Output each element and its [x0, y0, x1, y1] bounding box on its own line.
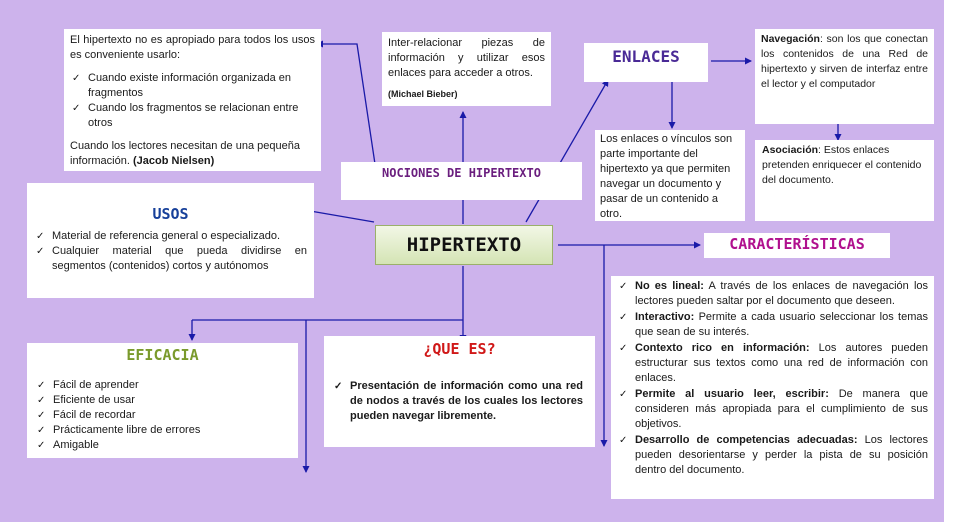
- caracteristica-item: [617, 310, 928, 340]
- asociacion-label: Asociación: [762, 144, 819, 156]
- caracteristica-label: Permite al usuario leer, escribir:: [635, 388, 829, 400]
- nielsen-outro: Cuando los lectores necesitan de una pequeña información.: [70, 140, 300, 167]
- eficacia-item: ✓ Fácil de aprender: [35, 378, 290, 393]
- caracteristica-item: [617, 387, 928, 432]
- caracteristica-text: Permite a cada usuario seleccionar los temas que sean de su interés.: [635, 311, 928, 338]
- caracteristica-text: Los lectores pueden desorientarse y perder la pista de su posición dentro del documento.: [635, 434, 928, 476]
- nielsen-list: [70, 71, 315, 131]
- center-title: HIPERTEXTO: [406, 234, 522, 256]
- caracteristica-item: [617, 433, 928, 478]
- nielsen-item: ✓ Cuando los fragmentos se relacionan entre otros: [70, 101, 315, 131]
- nielsen-author: (Jacob Nielsen): [132, 155, 215, 167]
- enlaces-description: Los enlaces o vínculos son parte importante del hipertexto ya que permiten navegar un documento y pasar de un contenido a otro.: [600, 133, 733, 220]
- caracteristica-label: No es lineal:: [635, 280, 704, 292]
- eficacia-title: EFICACIA: [126, 346, 199, 364]
- usos-title: USOS: [152, 205, 189, 223]
- caracteristica-item: [617, 279, 928, 309]
- usos-item: ✓ Material de referencia general o especializado.: [34, 229, 307, 244]
- nociones-box: [341, 162, 582, 200]
- quees-text: ✓ Presentación de información como una red de nodos a través de los cuales los lectores pueden navegar libremente.: [332, 379, 583, 424]
- asociacion-text-block: [762, 143, 927, 188]
- nociones-title: NOCIONES DE HIPERTEXTO: [382, 166, 541, 180]
- caracteristica-text: Los autores pueden estructurar sus textos como una red de información con enlaces.: [635, 342, 928, 384]
- enlaces-title: ENLACES: [612, 47, 680, 66]
- quees-list: [332, 379, 583, 424]
- nielsen-item: ✓ Cuando existe información organizada en fragmentos: [70, 71, 315, 101]
- eficacia-item: ✓ Fácil de recordar: [35, 408, 290, 423]
- bieber-author: (Michael Bieber): [388, 89, 458, 99]
- center-node: [375, 225, 553, 265]
- eficacia-item: ✓ Amigable: [35, 438, 290, 453]
- navegacion-text: : son los que conectan los contenidos de una Red de hipertexto y sirven de interfaz entre el lector y el computador: [761, 33, 928, 90]
- caracteristica-item: [617, 341, 928, 386]
- asociacion-text: : Estos enlaces pretenden enriquecer el contenido del documento.: [762, 144, 922, 186]
- navegacion-label: Navegación: [761, 33, 820, 45]
- enlaces-title-box: [584, 43, 708, 82]
- caracteristicas-box: [611, 276, 934, 499]
- caracteristicas-title-box: [704, 233, 890, 258]
- caracteristica-label: Contexto rico en información:: [635, 342, 810, 354]
- nielsen-outro-block: [70, 139, 315, 169]
- eficacia-item: ✓ Prácticamente libre de errores: [35, 423, 290, 438]
- arrow-to-nielsen: [317, 44, 375, 164]
- navegacion-text-block: [761, 32, 928, 92]
- quees-box: [324, 336, 595, 447]
- bieber-box: [382, 32, 551, 106]
- quees-title: ¿QUE ES?: [423, 340, 496, 358]
- caracteristica-text: De manera que consideren más apropiada para el cumplimiento de sus objetivos.: [635, 388, 928, 430]
- caracteristica-label: Interactivo:: [635, 311, 695, 323]
- asociacion-box: [755, 140, 934, 221]
- eficacia-box: [27, 343, 298, 458]
- usos-box: [27, 183, 314, 298]
- usos-item: ✓ Cualquier material que pueda dividirse en segmentos (contenidos) cortos y autónomos: [34, 244, 307, 274]
- bieber-text: Inter-relacionar piezas de información y utilizar esos enlaces para acceder a otros.: [388, 37, 545, 79]
- eficacia-item: ✓ Eficiente de usar: [35, 393, 290, 408]
- window-edge: [944, 0, 962, 522]
- navegacion-box: [755, 29, 934, 124]
- caracteristica-text: A través de los enlaces de navegación los lectores pueden saltar por el documento que deseen.: [635, 280, 928, 307]
- caracteristica-label: Desarrollo de competencias adecuadas:: [635, 434, 858, 446]
- nielsen-box: [64, 29, 321, 171]
- caracteristicas-title: CARACTERÍSTICAS: [729, 235, 865, 253]
- caracteristicas-list: [617, 279, 928, 478]
- usos-list: [34, 229, 307, 274]
- nielsen-intro: El hipertexto no es apropiado para todos los usos es conveniente usarlo:: [70, 34, 315, 61]
- enlaces-description-box: [595, 130, 745, 221]
- eficacia-list: [35, 378, 290, 453]
